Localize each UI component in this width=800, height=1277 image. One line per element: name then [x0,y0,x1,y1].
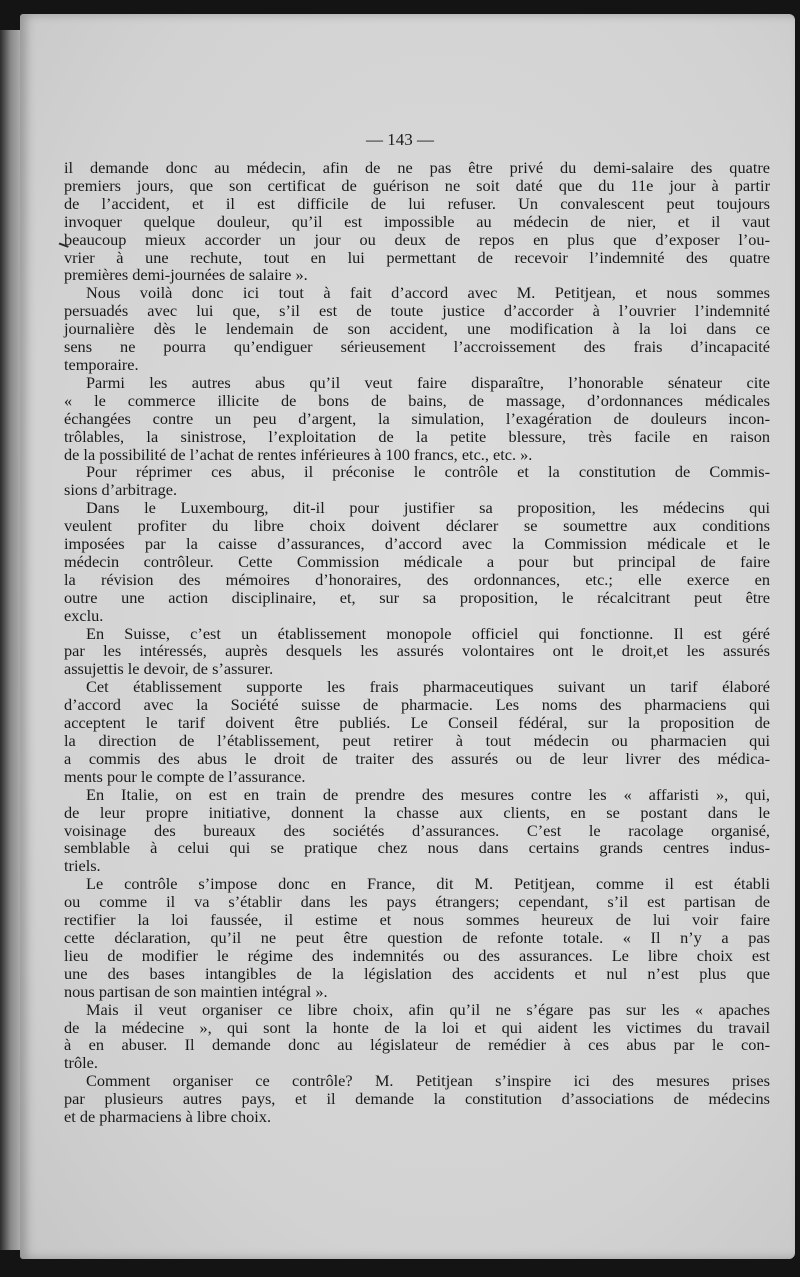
text-line: « le commerce illicite de bons de bains, de massage, d’ordonnances médicales [64,390,770,410]
text-line: En Suisse, c’est un établissement monopole officiel qui fonctionne. Il est géré [86,623,770,643]
text-line: semblable à celui qui se pratique chez nous dans certains grands centres indus- [64,838,770,858]
page-number: — 143 — [366,130,434,149]
text-line: ou comme il va s’établir dans les pays étrangers; cependant, s’il est partisan de [64,892,770,912]
text-line: Nous voilà donc ici tout à fait d’accord avec M. Petitjean, et nous sommes [86,283,770,303]
text-line: de l’accident, et il est difficile de lui refuser. Un convalescent peut toujours [64,193,770,213]
text-line: En Italie, on est en train de prendre des mesures contre les « affaristi », qui, [86,784,770,804]
text-line: veulent profiter du libre choix doivent déclarer se soumettre aux conditions [64,516,770,536]
text-line: imposées par la caisse d’assurances, d’accord avec la Commission médicale et le [64,534,770,554]
text-line: de la médecine », qui sont la honte de la loi et qui aident les victimes du travail [64,1017,770,1037]
text-line: invoquer quelque douleur, qu’il est impossible au médecin de nier, et il vaut [64,211,770,231]
text-line: outre une action disciplinaire, et, sur sa proposition, le récalcitrant peut être [64,587,770,607]
text-line: Cet établissement supporte les frais pharmaceutiques suivant un tarif élaboré [86,677,770,697]
text-line: de la possibilité de l’achat de rentes inférieures à 100 francs, etc., etc. ». [64,444,533,464]
text-line: a commis des abus le droit de traiter des assurés ou de leur livrer des médica- [64,748,770,768]
text-line: persuadés avec lui que, s’il est de toute justice d’accorder à l’ouvrier l’indemnité [64,301,770,321]
text-line: voisinage des bureaux des sociétés d’assurances. C’est le racolage organisé, [64,820,770,840]
text-line: nous partisan de son maintien intégral ». [64,981,328,1001]
text-line: la révision des mémoires d’honoraires, des ordonnances, etc.; elle exerce en [64,569,770,589]
text-line: à en abuser. Il demande donc au législateur de remédier à ces abus par le con- [64,1035,770,1055]
text-line: Le contrôle s’impose donc en France, dit M. Petitjean, comme il est établi [86,874,770,894]
text-line: exclu. [64,605,104,625]
text-line: Parmi les autres abus qu’il veut faire disparaître, l’honorable sénateur cite [86,372,770,392]
text-line: Comment organiser ce contrôle? M. Petitjean s’inspire ici des mesures prises [86,1071,770,1091]
text-line: échangées contre un peu d’argent, la simulation, l’exagération de douleurs incon- [64,408,770,428]
text-line: rectifier la loi faussée, il estime et nous sommes heureux de lui voir faire [64,910,770,930]
text-line: premières demi-journées de salaire ». [64,265,308,285]
text-line: il demande donc au médecin, afin de ne pas être privé du demi-salaire des quatre [64,158,770,177]
text-line: médecin contrôleur. Cette Commission médicale a pour but principal de faire [64,551,770,571]
text-line: vrier à une rechute, tout en lui permettant de recevoir l’indemnité des quatre [64,247,770,267]
text-line: lieu de modifier le régime des indemnités ou des assurances. Le libre choix est [64,945,770,965]
text-line: beaucoup mieux accorder un jour ou deux de repos en plus que d’exposer l’ou- [64,229,770,249]
text-line: assujettis le devoir, de s’assurer. [64,659,274,679]
text-line: cette déclaration, qu’il ne peut être question de refonte totale. « Il n’y a pas [64,927,770,947]
text-line: premiers jours, que son certificat de guérison ne soit daté que du 11e jour à partir [64,175,770,195]
body-text [64,159,770,1126]
text-line: Mais il veut organiser ce libre choix, afin qu’il ne s’égare pas sur les « apaches [86,999,770,1019]
text-line: une des bases intangibles de la législation des accidents et nul n’est plus que [64,963,770,983]
text-line: sions d’arbitrage. [64,480,178,500]
text-line: et de pharmaciens à libre choix. [64,1107,272,1127]
text-line: par les intéressés, auprès desquels les assurés volontaires ont le droit,et les assurés [64,641,770,661]
text-line: la direction de l’établissement, peut retirer à tout médecin ou pharmacien qui [64,731,770,750]
text-line: d’accord avec la Société suisse de pharmacie. Les noms des pharmaciens qui [64,695,770,715]
text-line: ments pour le compte de l’assurance. [64,766,306,786]
text-line: temporaire. [64,354,139,374]
text-line: par plusieurs autres pays, et il demande la constitution d’associations de médecins [64,1089,770,1109]
text-line: journalière dès le lendemain de son accident, une modification à la loi dans ce [64,319,770,339]
text-line: Pour réprimer ces abus, il préconise le contrôle et la constitution de Commis- [86,462,770,482]
text-line: de leur propre initiative, donnent la chasse aux clients, en se postant dans le [64,802,770,822]
text-line: sens ne pourra qu’endiguer sérieusement l’accroissement des frais d’incapacité [64,337,770,357]
text-line: triels. [64,856,101,876]
text-line: Dans le Luxembourg, dit-il pour justifier sa proposition, les médecins qui [86,498,770,518]
text-line: trôle. [64,1053,98,1073]
text-line: trôlables, la sinistrose, l’exploitation de la petite blessure, très facile en raison [64,426,770,446]
text-line: acceptent le tarif doivent être publiés. Le Conseil fédéral, sur la proposition de [64,713,770,733]
